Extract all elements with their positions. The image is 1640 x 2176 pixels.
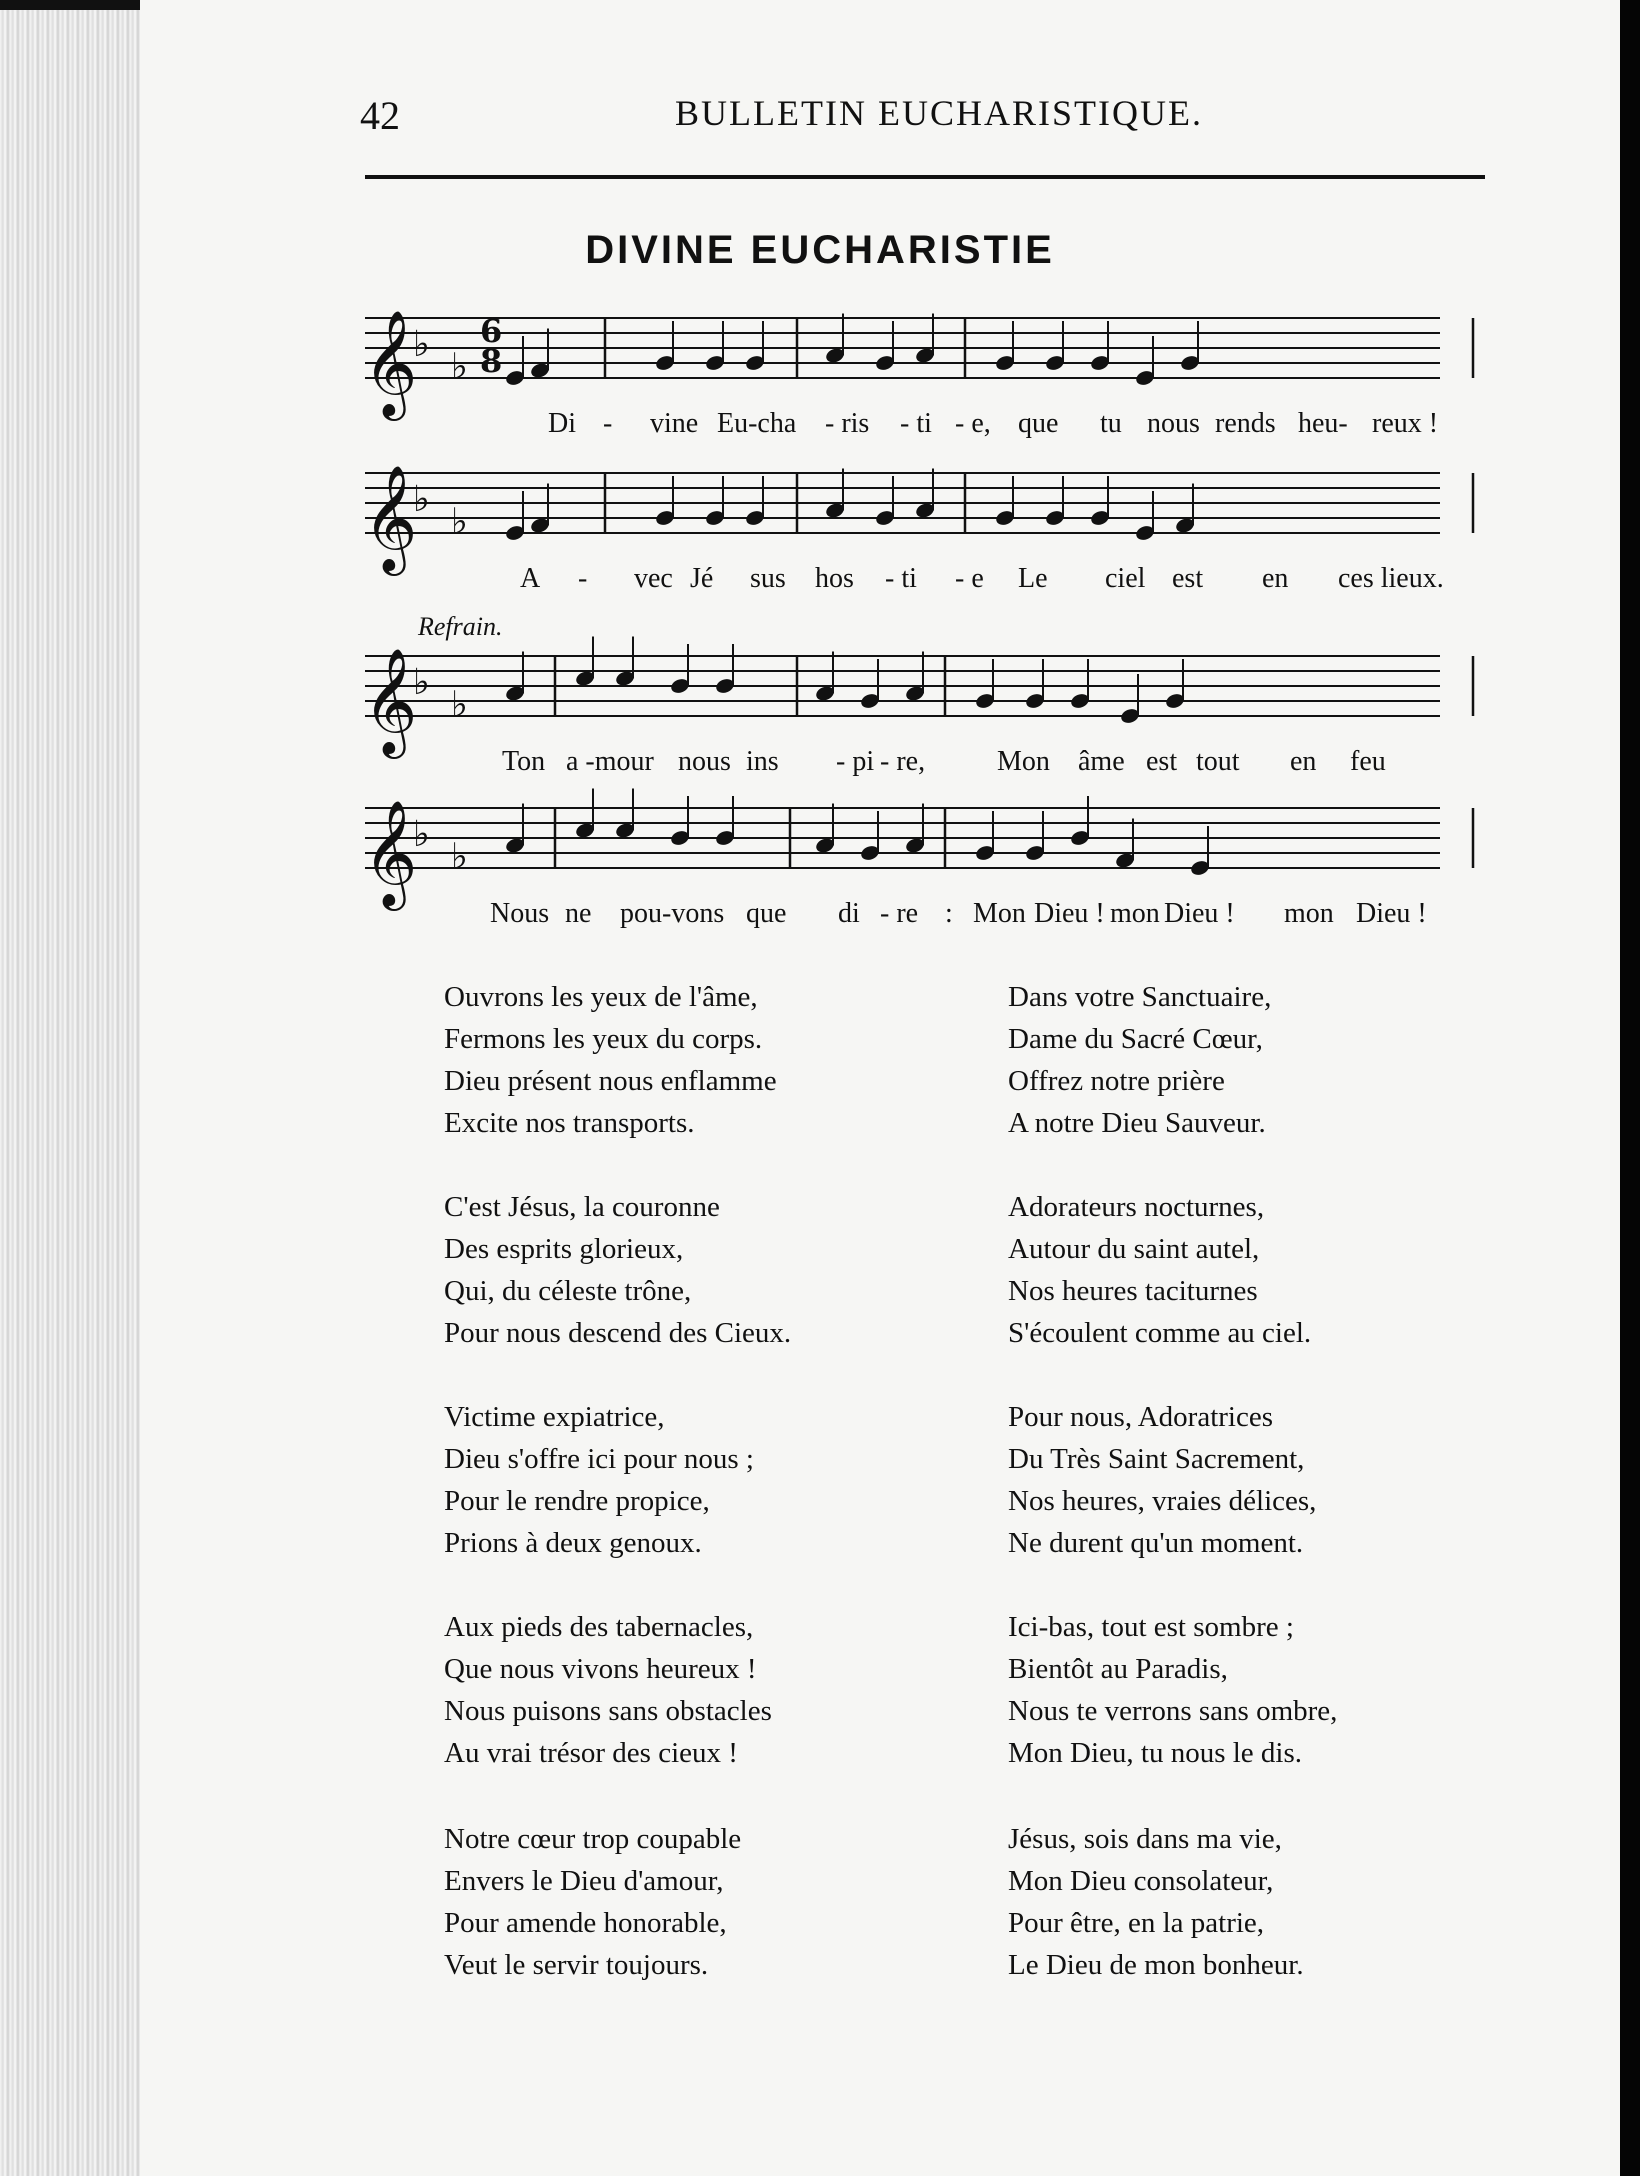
stanza-left-5 bbox=[444, 1818, 741, 1986]
verse-line: Dans votre Sanctuaire, bbox=[1008, 981, 1272, 1013]
lyric-syllable: Mon bbox=[973, 898, 1026, 929]
verse-line: Autour du saint autel, bbox=[1008, 1233, 1260, 1265]
lyric-syllable: Le bbox=[1018, 563, 1048, 594]
lyric-syllable: mon bbox=[1284, 898, 1334, 929]
verse-line: Nous te verrons sans ombre, bbox=[1008, 1695, 1338, 1727]
treble-clef-icon: 𝄞 bbox=[363, 799, 418, 906]
lyric-syllable: - e bbox=[955, 563, 984, 594]
lyric-syllable: Dieu ! bbox=[1164, 898, 1235, 929]
verse-line: Mon Dieu, tu nous le dis. bbox=[1008, 1737, 1303, 1769]
lyric-syllable: vine bbox=[650, 408, 699, 439]
verse-line: Pour nous, Adoratrices bbox=[1008, 1401, 1273, 1433]
verse-line: Ne durent qu'un moment. bbox=[1008, 1527, 1304, 1559]
verse-line: Ici-bas, tout est sombre ; bbox=[1008, 1611, 1294, 1643]
scan-border-right bbox=[1620, 0, 1640, 2176]
lyric-syllable: - ti bbox=[900, 408, 932, 439]
lyric-syllable: Di bbox=[548, 408, 576, 439]
verse-line: Du Très Saint Sacrement, bbox=[1008, 1443, 1305, 1475]
lyric-syllable: Eu-cha bbox=[717, 408, 797, 439]
stanza-right-1 bbox=[1008, 976, 1271, 1144]
flat-sign-icon: ♭ bbox=[451, 684, 468, 726]
verse-line: Pour être, en la patrie, bbox=[1008, 1907, 1265, 1939]
flat-sign-icon: ♭ bbox=[413, 662, 430, 703]
lyric-syllable: nous bbox=[1147, 408, 1200, 439]
stanza-left-3 bbox=[444, 1396, 754, 1564]
flat-sign-icon: ♭ bbox=[451, 836, 468, 878]
book-page-edges bbox=[0, 0, 140, 2176]
header-rule bbox=[365, 175, 1485, 179]
stanza-right-2 bbox=[1008, 1186, 1311, 1354]
lyric-syllable: hos bbox=[815, 563, 854, 594]
lyric-syllable: reux ! bbox=[1372, 408, 1439, 439]
flat-sign-icon: ♭ bbox=[451, 501, 468, 543]
lyric-syllable: a -mour bbox=[566, 746, 654, 777]
lyric-syllable: Jé bbox=[690, 563, 714, 594]
verse-line: Jésus, sois dans ma vie, bbox=[1008, 1823, 1282, 1855]
lyric-syllable: Mon bbox=[997, 746, 1050, 777]
lyric-syllable: Dieu ! bbox=[1356, 898, 1427, 929]
running-header-title: BULLETIN EUCHARISTIQUE. bbox=[675, 93, 1203, 133]
lyric-syllable: nous bbox=[678, 746, 731, 777]
verse-line: Au vrai trésor des cieux ! bbox=[444, 1737, 738, 1769]
treble-clef-icon: 𝄞 bbox=[363, 647, 418, 754]
lyric-syllable: - e, bbox=[955, 408, 991, 439]
lyric-syllable: A bbox=[520, 563, 541, 594]
verse-line: Que nous vivons heureux ! bbox=[444, 1653, 757, 1685]
verse-line: Offrez notre prière bbox=[1008, 1065, 1225, 1097]
lyric-syllable: tout bbox=[1196, 746, 1240, 777]
page-number: 42 bbox=[360, 93, 400, 138]
song-title: DIVINE EUCHARISTIE bbox=[585, 228, 1055, 272]
verse-line: C'est Jésus, la couronne bbox=[444, 1191, 720, 1223]
stanza-left-2 bbox=[444, 1186, 791, 1354]
verse-line: Dieu s'offre ici pour nous ; bbox=[444, 1443, 754, 1475]
verse-line: Aux pieds des tabernacles, bbox=[444, 1611, 754, 1643]
lyric-syllable: est bbox=[1146, 746, 1178, 777]
verse-line: A notre Dieu Sauveur. bbox=[1008, 1107, 1266, 1139]
lyric-syllable: ciel bbox=[1105, 563, 1146, 594]
lyric-syllable: Ton bbox=[502, 746, 546, 777]
verse-line: Qui, du céleste trône, bbox=[444, 1275, 692, 1307]
flat-sign-icon: ♭ bbox=[413, 324, 430, 365]
verse-line: Pour le rendre propice, bbox=[444, 1485, 710, 1517]
verse-line: Pour amende honorable, bbox=[444, 1907, 727, 1939]
flat-sign-icon: ♭ bbox=[413, 814, 430, 855]
verse-line: Nos heures, vraies délices, bbox=[1008, 1485, 1317, 1517]
verse-line: Veut le servir toujours. bbox=[444, 1949, 709, 1981]
lyric-syllable: ne bbox=[565, 898, 592, 929]
verse-line: Dame du Sacré Cœur, bbox=[1008, 1023, 1263, 1055]
lyric-syllable: âme bbox=[1078, 746, 1125, 777]
lyric-syllable: ins bbox=[746, 746, 779, 777]
refrain-label: Refrain. bbox=[418, 612, 503, 641]
verse-line: Prions à deux genoux. bbox=[444, 1527, 702, 1559]
lyric-syllable: en bbox=[1262, 563, 1289, 594]
lyric-syllable: - pi bbox=[836, 746, 875, 777]
verse-line: Ouvrons les yeux de l'âme, bbox=[444, 981, 758, 1013]
lyric-syllable: pou-vons bbox=[620, 898, 725, 929]
verse-line: Pour nous descend des Cieux. bbox=[444, 1317, 792, 1349]
verse-line: Bientôt au Paradis, bbox=[1008, 1653, 1228, 1685]
lyric-syllable: di bbox=[838, 898, 860, 929]
verse-line: Envers le Dieu d'amour, bbox=[444, 1865, 724, 1897]
lyric-syllable: - bbox=[603, 408, 613, 439]
verse-line: Dieu présent nous enflamme bbox=[444, 1065, 777, 1097]
time-signature-denominator: 8 bbox=[480, 342, 503, 380]
lyric-syllable: heu- bbox=[1298, 408, 1348, 439]
lyric-syllable: - re, bbox=[880, 746, 926, 777]
stanza-right-4 bbox=[1008, 1606, 1337, 1774]
lyric-syllable: - ris bbox=[825, 408, 870, 439]
flat-sign-icon: ♭ bbox=[413, 479, 430, 520]
lyric-syllable: est bbox=[1172, 563, 1204, 594]
treble-clef-icon: 𝄞 bbox=[363, 309, 418, 416]
lyric-syllable: tu bbox=[1100, 408, 1122, 439]
lyric-syllable: - re bbox=[880, 898, 919, 929]
verse-line: Notre cœur trop coupable bbox=[444, 1823, 742, 1855]
verse-line: Nos heures taciturnes bbox=[1008, 1275, 1258, 1307]
lyric-syllable: rends bbox=[1215, 408, 1276, 439]
lyric-syllable: Nous bbox=[490, 898, 550, 929]
verse-line: Adorateurs nocturnes, bbox=[1008, 1191, 1265, 1223]
verse-line: Nous puisons sans obstacles bbox=[444, 1695, 772, 1727]
treble-clef-icon: 𝄞 bbox=[363, 464, 418, 571]
verse-line: Mon Dieu consolateur, bbox=[1008, 1865, 1274, 1897]
lyric-syllable: - bbox=[578, 563, 588, 594]
lyric-syllable: : bbox=[945, 898, 953, 929]
verse-line: Le Dieu de mon bonheur. bbox=[1008, 1949, 1304, 1981]
lyric-syllable: mon bbox=[1110, 898, 1160, 929]
verse-line: Victime expiatrice, bbox=[444, 1401, 665, 1433]
time-signature-numerator: 6 bbox=[480, 312, 503, 350]
lyric-syllable: sus bbox=[750, 563, 786, 594]
lyric-syllable: - ti bbox=[885, 563, 917, 594]
stanza-left-4 bbox=[444, 1606, 772, 1774]
flat-sign-icon: ♭ bbox=[451, 346, 468, 388]
verse-line: S'écoulent comme au ciel. bbox=[1008, 1317, 1312, 1349]
stanza-right-5 bbox=[1008, 1818, 1304, 1986]
lyric-syllable: que bbox=[746, 898, 787, 929]
lyric-syllable: ces lieux. bbox=[1338, 563, 1444, 594]
lyric-syllable: feu bbox=[1350, 746, 1386, 777]
verse-line: Excite nos transports. bbox=[444, 1107, 695, 1139]
stanza-left-1 bbox=[444, 976, 777, 1144]
verse-line: Des esprits glorieux, bbox=[444, 1233, 684, 1265]
lyric-syllable: Dieu ! bbox=[1034, 898, 1105, 929]
lyric-syllable: que bbox=[1018, 408, 1059, 439]
lyric-syllable: vec bbox=[634, 563, 673, 594]
stanza-right-3 bbox=[1008, 1396, 1316, 1564]
verse-line: Fermons les yeux du corps. bbox=[444, 1023, 763, 1055]
lyric-syllable: en bbox=[1290, 746, 1317, 777]
